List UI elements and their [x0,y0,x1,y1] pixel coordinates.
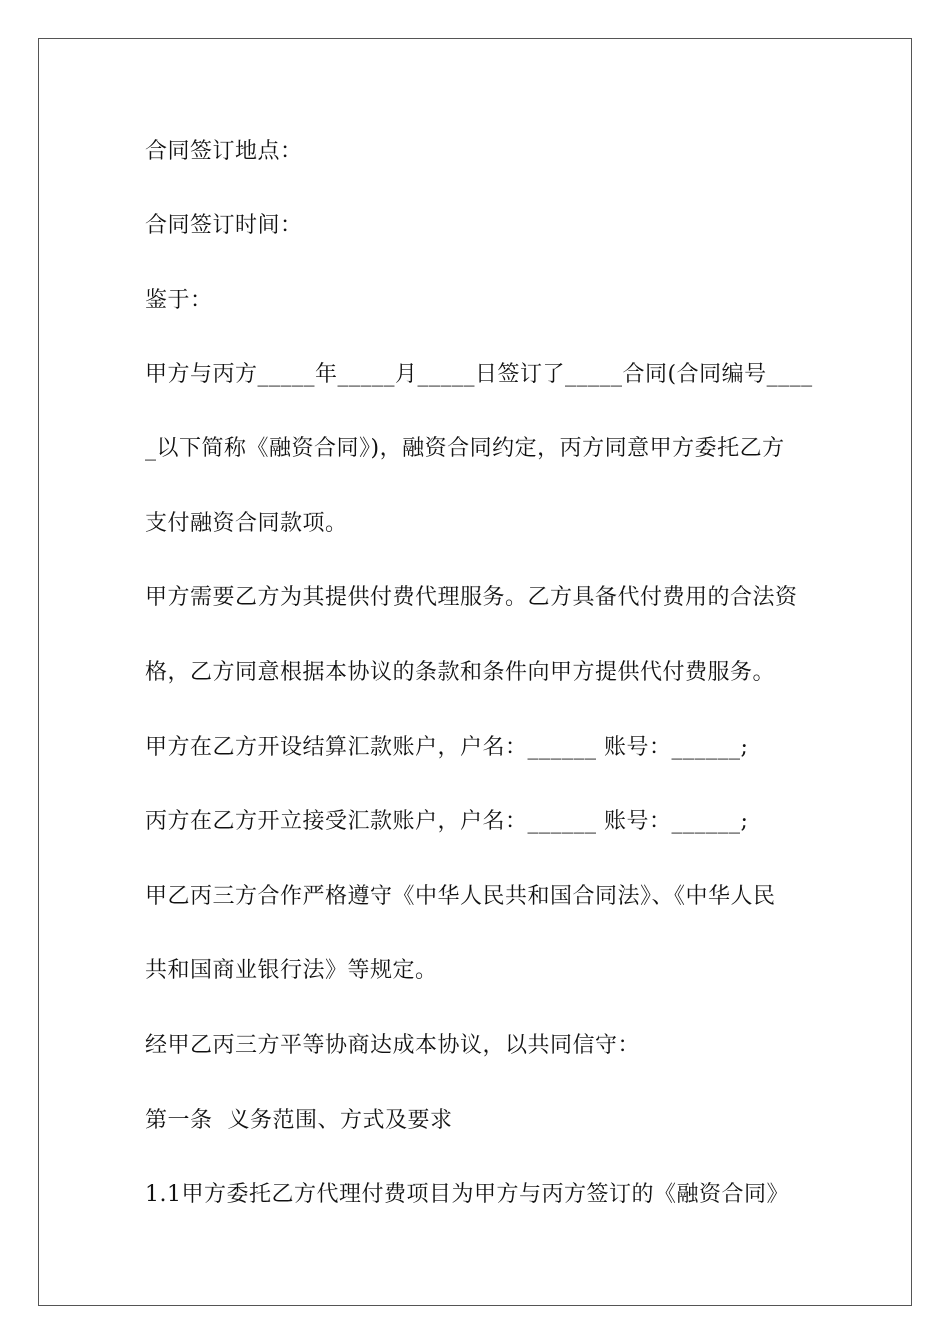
paragraph-line: 支付融资合同款项。 [145,511,348,536]
paragraph-line: 格，乙方同意根据本协议的条款和条件向甲方提供代付费服务。 [145,660,776,685]
account-line-party-c: 丙方在乙方开立接受汇款账户，户名：______ 账号：______; [145,809,749,834]
paragraph-line: 甲方需要乙方为其提供付费代理服务。乙方具备代付费用的合法资 [145,585,798,610]
paragraph-line: 甲乙丙三方合作严格遵守《中华人民共和国合同法》、《中华人民 [145,884,776,909]
contract-time-line: 合同签订时间： [145,213,303,238]
contract-place-line: 合同签订地点： [145,139,303,164]
paragraph-line: 甲方与丙方_____年_____月_____日签订了_____合同(合同编号____ [145,362,813,387]
paragraph-line: 经甲乙丙三方平等协商达成本协议，以共同信守： [145,1033,641,1058]
account-line-party-a: 甲方在乙方开设结算汇款账户，户名：______ 账号：______; [145,735,749,760]
paragraph-line: _以下简称《融资合同》)，融资合同约定，丙方同意甲方委托乙方 [145,436,785,461]
article-one-heading: 第一条 义务范围、方式及要求 [145,1108,453,1133]
whereas-heading: 鉴于： [145,288,213,313]
paragraph-line: 共和国商业银行法》等规定。 [145,958,438,983]
clause-1-1: 1.1甲方委托乙方代理付费项目为甲方与丙方签订的《融资合同》 [145,1182,789,1207]
